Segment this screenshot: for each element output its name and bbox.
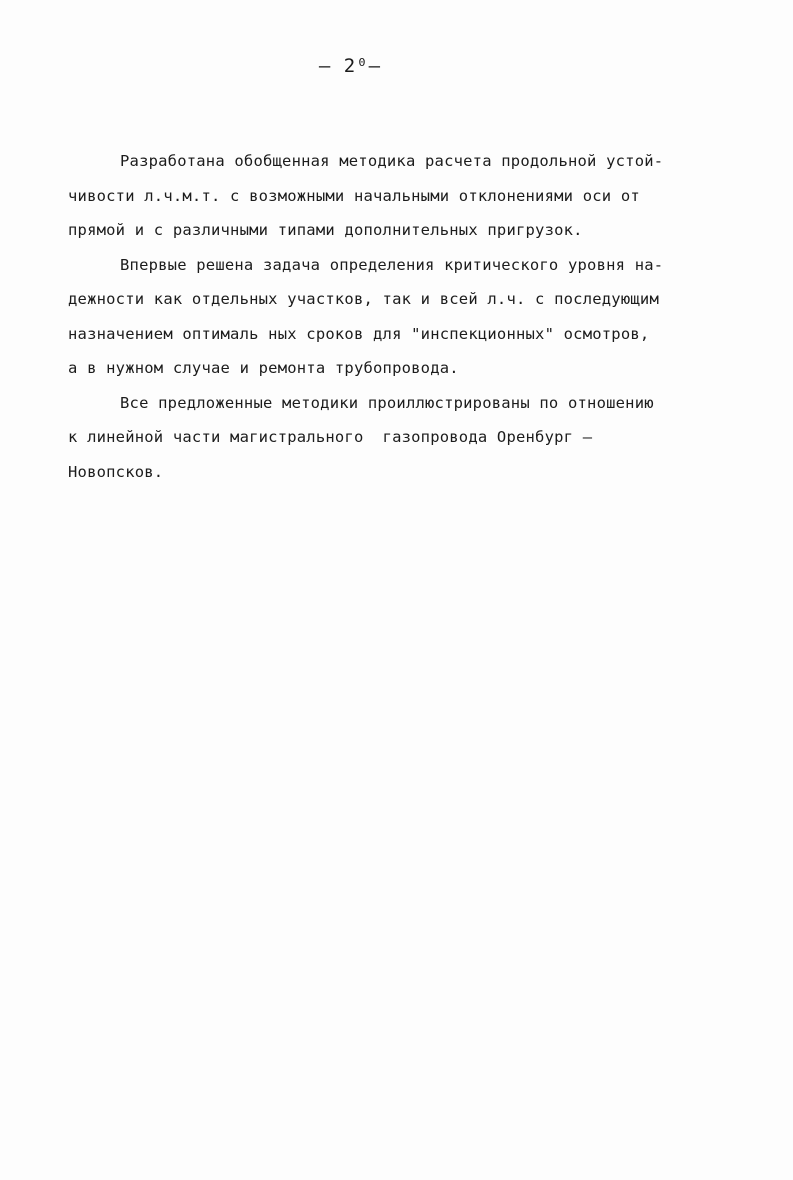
paragraph-1 [68, 144, 723, 248]
paragraph-line: чивости л.ч.м.т. с возможными начальными отклонениями оси от [68, 186, 640, 205]
body-text [68, 144, 723, 489]
paragraph-line: Все предложенные методики проиллюстрированы по отношению [120, 393, 654, 412]
paragraph-line: прямой и с различными типами дополнительных пригрузок. [68, 221, 583, 239]
paragraph-2 [68, 248, 723, 386]
paragraph-line: назначением оптималь ных сроков для "инспекционных" осмотров, [68, 324, 650, 343]
paragraph-line: Впервые решена задача определения критического уровня на- [120, 255, 664, 274]
paragraph-line: к линейной части магистрального газопровода Оренбург – [68, 428, 593, 446]
paragraph-3 [68, 386, 723, 490]
paragraph-line: Новопсков. [68, 462, 164, 481]
paragraph-line: а в нужном случае и ремонта трубопровода. [68, 359, 459, 377]
paragraph-line: дежности как отдельных участков, так и всей л.ч. с последующим [68, 290, 659, 308]
page-number: – 2⁰– [318, 55, 382, 77]
paragraph-line: Разработана обобщенная методика расчета продольной устой- [120, 152, 664, 170]
